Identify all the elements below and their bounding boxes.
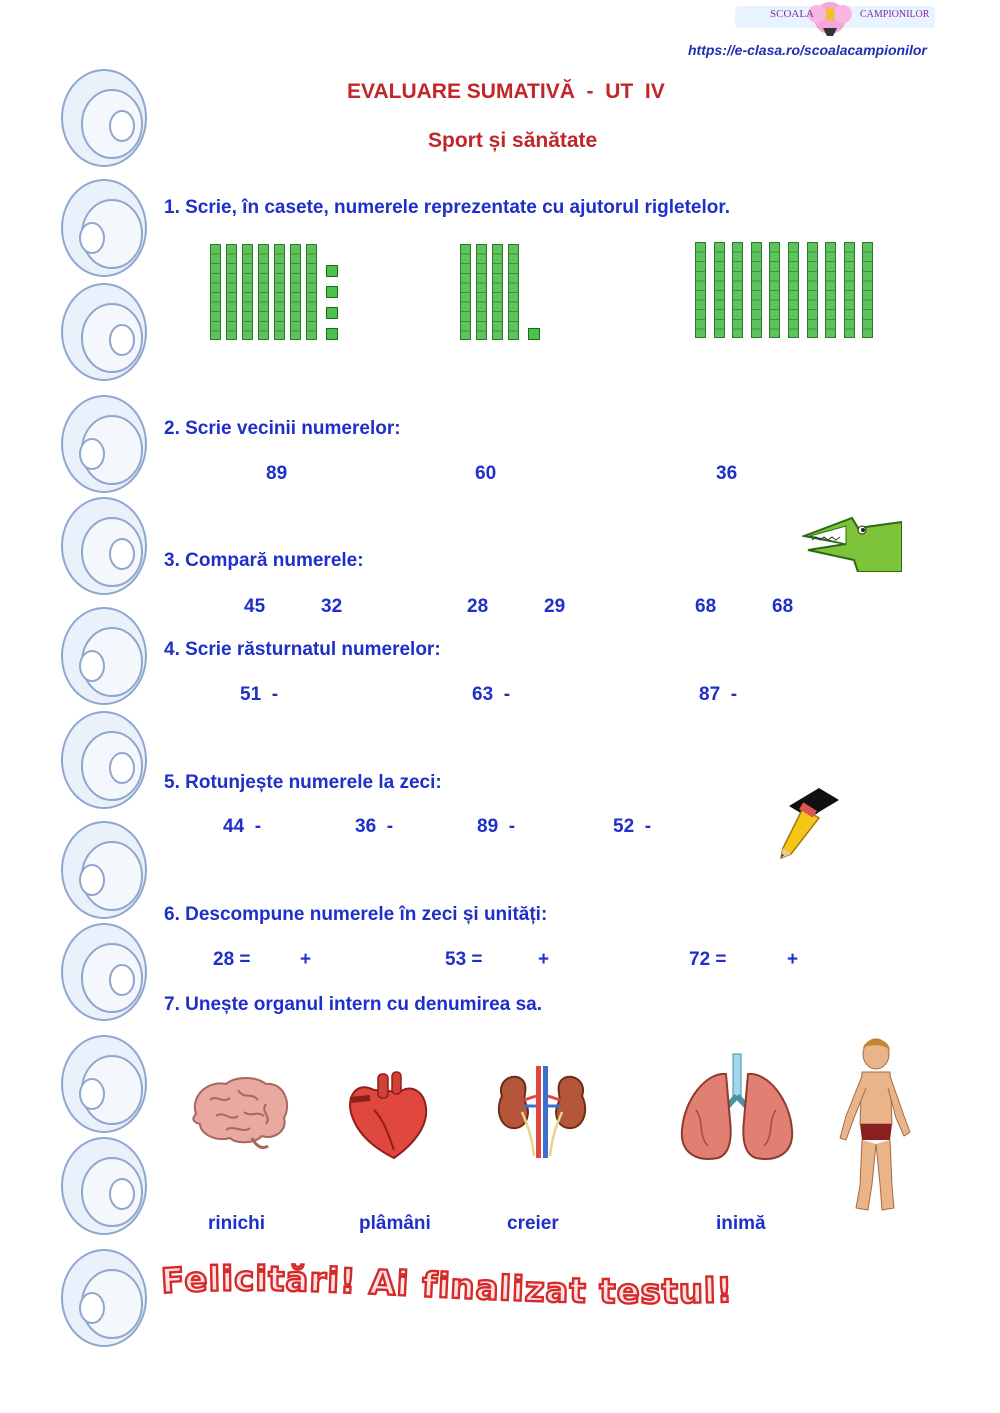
- unit-cube: [326, 328, 338, 340]
- unit-cube: [326, 286, 338, 298]
- q5-item-4: 52 -: [613, 816, 652, 837]
- q6-item2-plus: +: [538, 949, 550, 970]
- tens-rod: [476, 244, 487, 340]
- tens-rod: [258, 244, 269, 340]
- q4-item-3: 87 -: [699, 684, 738, 705]
- tens-rod: [844, 242, 855, 338]
- heart-icon: [344, 1070, 432, 1162]
- q3-pair2-left: 28: [467, 596, 489, 617]
- question-7: 7. Unește organul intern cu denumirea sa.: [164, 994, 542, 1015]
- q2-number-1: 89: [266, 463, 288, 484]
- tens-rod: [714, 242, 725, 338]
- tens-rod: [492, 244, 503, 340]
- tens-rod: [769, 242, 780, 338]
- tens-rod: [306, 244, 317, 340]
- question-2: 2. Scrie vecinii numerelor:: [164, 418, 401, 439]
- congrats-text: Felicitări! Ai finalizat testul!: [160, 1259, 734, 1313]
- q4-item-1: 51 -: [240, 684, 279, 705]
- q5-item-3: 89 -: [477, 816, 516, 837]
- congrats-banner: [160, 1255, 920, 1335]
- unit-cube: [326, 265, 338, 277]
- question-6: 6. Descompune numerele în zeci și unități:: [164, 904, 548, 925]
- pencil-graduate-icon: [775, 778, 845, 862]
- q5-item-1: 44 -: [223, 816, 262, 837]
- unit-cube: [528, 328, 540, 340]
- tens-rod: [242, 244, 253, 340]
- label-inima[interactable]: inimă: [716, 1213, 766, 1234]
- q6-item3-plus: +: [787, 949, 799, 970]
- q3-pair3-left: 68: [695, 596, 717, 617]
- boy-figure-icon: [832, 1036, 916, 1214]
- tens-rod: [788, 242, 799, 338]
- page-title: EVALUARE SUMATIVĂ - UT IV: [347, 80, 665, 103]
- question-5: 5. Rotunjește numerele la zeci:: [164, 772, 442, 793]
- rods-group-3: [695, 242, 885, 342]
- question-3: 3. Compară numerele:: [164, 550, 364, 571]
- unit-cube: [326, 307, 338, 319]
- crocodile-icon: [802, 514, 902, 572]
- q3-pair2-right: 29: [544, 596, 566, 617]
- tens-rod: [695, 242, 706, 338]
- label-rinichi[interactable]: rinichi: [208, 1213, 266, 1234]
- q2-number-3: 36: [716, 463, 738, 484]
- tens-rod: [807, 242, 818, 338]
- svg-text:Felicitări! Ai finalizat testu: [160, 1259, 734, 1312]
- tens-rod: [210, 244, 221, 340]
- label-plamani[interactable]: plâmâni: [359, 1213, 431, 1234]
- lungs-icon: [678, 1050, 796, 1170]
- q3-pair3-right: 68: [772, 596, 794, 617]
- q6-item3-left: 72 =: [689, 949, 727, 970]
- question-4: 4. Scrie răsturnatul numerelor:: [164, 639, 441, 660]
- q6-item1-plus: +: [300, 949, 312, 970]
- q4-item-2: 63 -: [472, 684, 511, 705]
- label-creier[interactable]: creier: [507, 1213, 559, 1234]
- site-logo: [735, 2, 935, 38]
- tens-rod: [732, 242, 743, 338]
- tens-rod: [274, 244, 285, 340]
- tens-rod: [460, 244, 471, 340]
- q5-item-2: 36 -: [355, 816, 394, 837]
- q3-pair1-right: 32: [321, 596, 343, 617]
- q6-item1-left: 28 =: [213, 949, 251, 970]
- brain-icon: [186, 1074, 292, 1154]
- logo-left-text: SCOALA: [770, 8, 815, 20]
- tens-rod: [226, 244, 237, 340]
- question-1: 1. Scrie, în casete, numerele reprezentate cu ajutorul rigletelor.: [164, 197, 730, 218]
- q3-pair1-left: 45: [244, 596, 266, 617]
- rods-group-1: [210, 244, 345, 344]
- page-subtitle: Sport și sănătate: [428, 129, 598, 152]
- tens-rod: [825, 242, 836, 338]
- header-url[interactable]: https://e-clasa.ro/scoalacampionilor: [688, 42, 927, 58]
- q6-item2-left: 53 =: [445, 949, 483, 970]
- q2-number-2: 60: [475, 463, 497, 484]
- tens-rod: [508, 244, 519, 340]
- tens-rod: [751, 242, 762, 338]
- kidneys-icon: [492, 1066, 592, 1158]
- tens-rod: [862, 242, 873, 338]
- logo-right-text: CAMPIONILOR: [860, 9, 930, 20]
- rods-group-2: [460, 244, 545, 344]
- tens-rod: [290, 244, 301, 340]
